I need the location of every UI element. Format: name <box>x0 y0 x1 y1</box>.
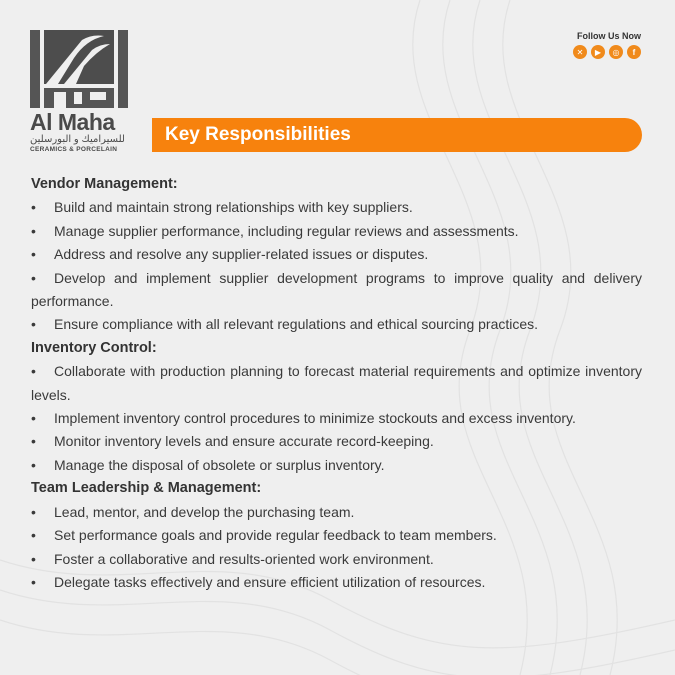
bullet: • <box>31 410 36 427</box>
oryx-logo-icon <box>30 30 130 108</box>
list-item: • Manage supplier performance, including regular reviews and assessments. <box>31 220 642 243</box>
list-item: • Foster a collaborative and results-oriented work environment. <box>31 548 642 571</box>
section-heading: Vendor Management: <box>31 176 178 192</box>
bullet: • <box>31 316 36 333</box>
bullet: • <box>31 527 36 544</box>
bullet: • <box>31 433 36 450</box>
bullet: • <box>31 269 36 286</box>
list-item: • Set performance goals and provide regular feedback to team members. <box>31 524 642 547</box>
bullet: • <box>31 503 36 520</box>
facebook-icon[interactable]: f <box>627 45 641 59</box>
section-heading: Team Leadership & Management: <box>31 480 262 497</box>
list-item: • Monitor inventory levels and ensure accurate record-keeping. <box>31 430 642 453</box>
brand-name: Al Maha <box>30 109 115 135</box>
list-item: • Collaborate with production planning to forecast material requirements and optimize inventory levels. <box>31 360 642 407</box>
list-item: • Address and resolve any supplier-related issues or disputes. <box>31 243 642 266</box>
brand-subtitle: CERAMICS & PORCELAIN <box>30 146 118 153</box>
brand-arabic: للسيراميك و البورسلين <box>30 134 125 145</box>
bullet: • <box>31 550 36 567</box>
list-item: • Ensure compliance with all relevant regulations and ethical sourcing practices. <box>31 313 642 336</box>
follow-label: Follow Us Now <box>577 31 641 41</box>
section-heading: Inventory Control: <box>31 339 157 356</box>
brand-logo <box>30 30 132 154</box>
list-item: • Implement inventory control procedures to minimize stockouts and excess inventory. <box>31 407 642 430</box>
instagram-icon[interactable]: ◎ <box>609 45 623 59</box>
bullet: • <box>31 456 36 473</box>
bullet: • <box>31 246 36 263</box>
list-item: • Manage the disposal of obsolete or surplus inventory. <box>31 454 642 477</box>
list-item: • Develop and implement supplier development programs to improve quality and delivery performance. <box>31 267 642 314</box>
bullet: • <box>31 222 36 239</box>
youtube-icon[interactable]: ▶ <box>591 45 605 59</box>
social-block <box>573 31 641 59</box>
social-icons <box>573 45 641 59</box>
list-item: • Build and maintain strong relationships with key suppliers. <box>31 196 642 219</box>
list-item: • Lead, mentor, and develop the purchasing team. <box>31 501 642 524</box>
page-title: Key Responsibilities <box>165 124 351 145</box>
bullet: • <box>31 199 36 216</box>
bullet: • <box>31 573 36 590</box>
title-banner <box>152 118 642 152</box>
bullet: • <box>31 363 36 380</box>
list-item: • Delegate tasks effectively and ensure efficient utilization of resources. <box>31 571 642 594</box>
responsibilities-content <box>31 173 642 594</box>
x-icon[interactable]: ✕ <box>573 45 587 59</box>
